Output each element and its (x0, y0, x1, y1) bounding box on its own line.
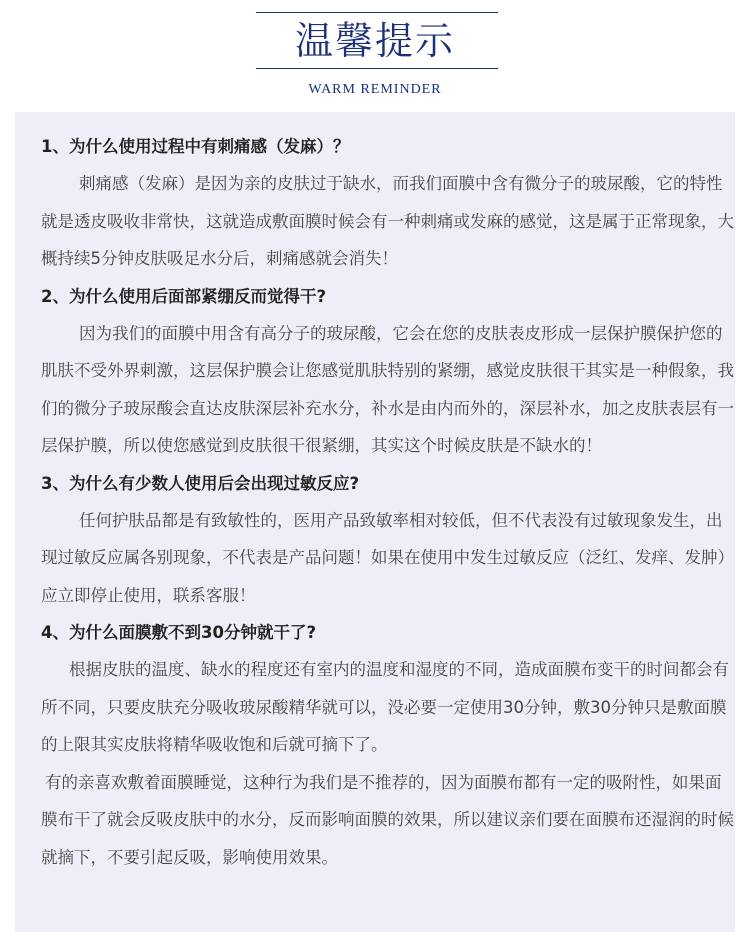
top-divider (256, 12, 498, 13)
faq-question-3: 3、为什么有少数人使用后会出现过敏反应? (41, 473, 360, 493)
faq-question-4: 4、为什么面膜敷不到30分钟就干了? (41, 623, 317, 642)
page-title: 温馨提示 (294, 19, 455, 63)
reminder-panel (15, 112, 735, 932)
faq-answer-4: 根据皮肤的温度、缺水的程度还有室内的温度和湿度的不同，造成面膜布变干的时间都会有所不同，只要皮肤充分吸收玻尿酸精华就可以，没必要一定使用30分钟，敷30分钟只是敷面膜的上限其实皮肤将精华吸收饱和后就可摘下了。 (41, 660, 729, 754)
page-subtitle: WARM REMINDER (308, 82, 442, 97)
faq-answer-3: 任何护肤品都是有致敏性的，医用产品致敏率相对较低，但不代表没有过敏现象发生，出现过敏反应属各别现象，不代表是产品问题！如果在使用中发生过敏反应（泛红、发痒、发肿）应立即停止使用，联系客服！ (41, 510, 734, 605)
faq-answer-1: 刺痛感（发麻）是因为亲的皮肤过于缺水，而我们面膜中含有微分子的玻尿酸，它的特性就是透皮吸收非常快，这就造成敷面膜时候会有一种刺痛或发麻的感觉，这是属于正常现象，大概持续5分钟皮肤吸足水分后，刺痛感就会消失！ (41, 174, 734, 268)
header (0, 0, 750, 108)
faq-question-1: 1、为什么使用过程中有刺痛感（发麻）？ (41, 137, 350, 156)
bottom-divider (256, 68, 498, 69)
faq-question-2: 2、为什么使用后面部紧绷反而觉得干? (41, 286, 327, 306)
faq-answer-2: 因为我们的面膜中用含有高分子的玻尿酸，它会在您的皮肤表皮形成一层保护膜保护您的肌肤不受外界刺激，这层保护膜会让您感觉肌肤特别的紧绷，感觉皮肤很干其实是一种假象，我们的微分子玻尿酸会直达皮肤深层补充水分，补水是由内而外的，深层补水，加之皮肤表层有一层保护膜，所以使您感觉到皮肤很干很紧绷，其实这个时候皮肤是不缺水的！ (41, 323, 734, 455)
faq-list (41, 128, 735, 876)
faq-answer-4-extra: 有的亲喜欢敷着面膜睡觉，这种行为我们是不推荐的，因为面膜布都有一定的吸附性，如果面膜布干了就会反吸皮肤中的水分，反而影响面膜的效果，所以建议亲们要在面膜布还湿润的时候就摘下，不要引起反吸，影响使用效果。 (41, 772, 734, 867)
